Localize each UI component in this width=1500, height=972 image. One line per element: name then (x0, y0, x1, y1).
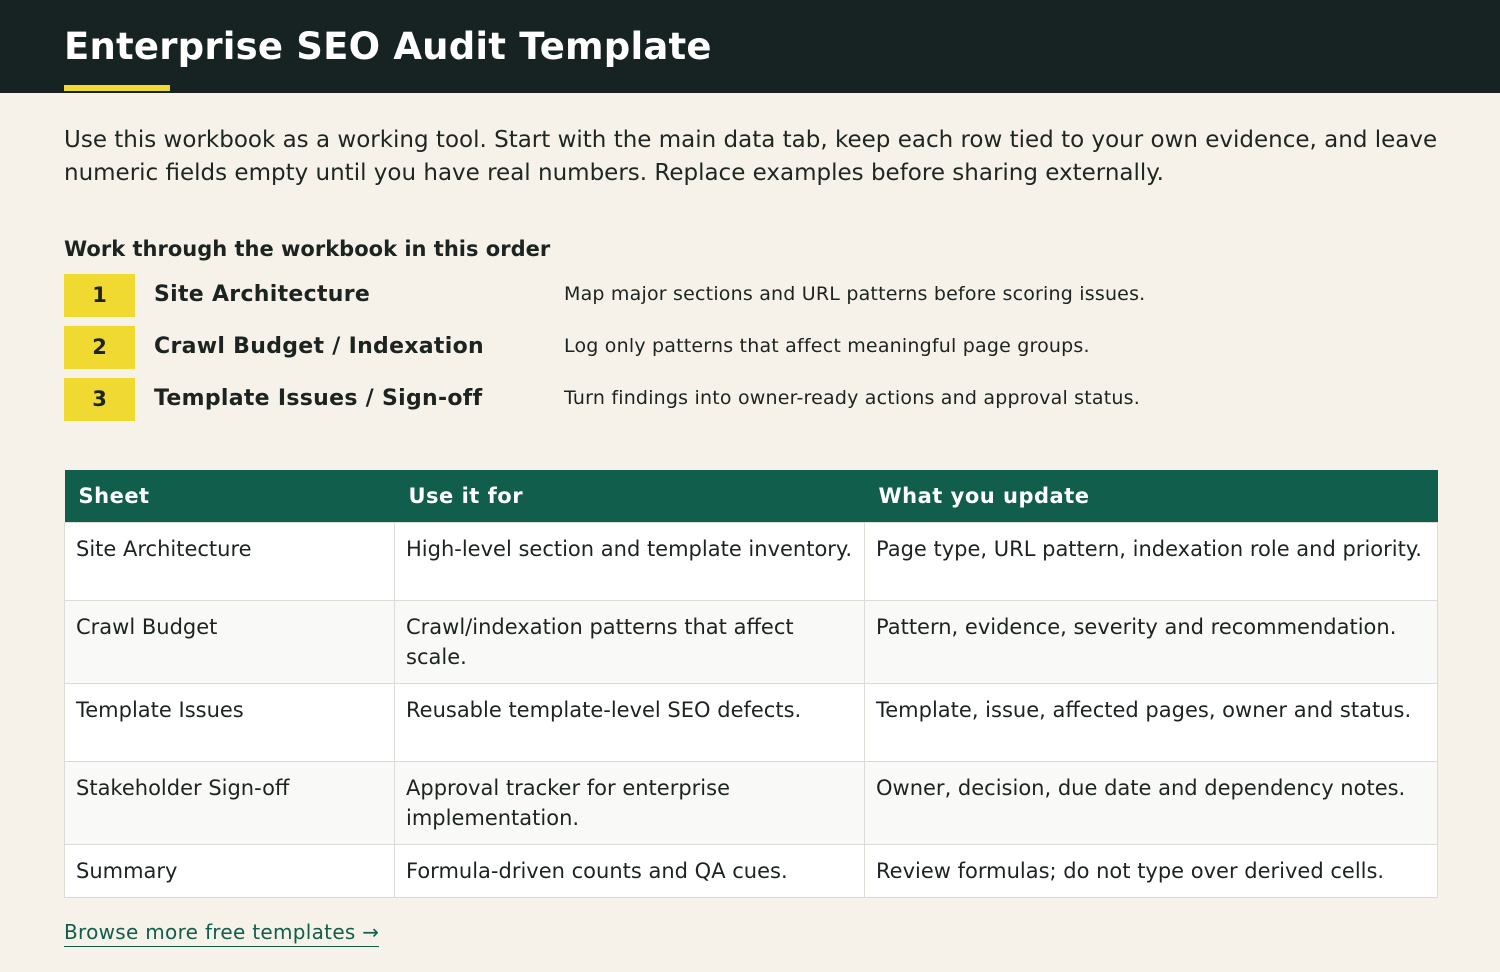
column-header-what-you-update: What you update (865, 470, 1438, 523)
sheet-name-cell: Crawl Budget (65, 601, 395, 684)
page-header (0, 0, 1500, 93)
use-it-for-cell: High-level section and template inventory. (395, 523, 865, 601)
step-item-2 (64, 326, 1444, 369)
steps-heading: Work through the workbook in this order (64, 237, 551, 261)
sheet-name-cell: Template Issues (65, 684, 395, 762)
what-you-update-cell: Owner, decision, due date and dependency notes. (865, 762, 1438, 845)
use-it-for-cell: Crawl/indexation patterns that affect scale. (395, 601, 865, 684)
browse-templates-link[interactable]: Browse more free templates → (64, 918, 379, 947)
table-header-row (65, 470, 1438, 523)
sheets-table (64, 470, 1438, 898)
intro-paragraph: Use this workbook as a working tool. Start with the main data tab, keep each row tied to your own evidence, and leave numeric fields empty until you have real numbers. Replace examples before sharing externally. (64, 127, 1438, 186)
step-name: Template Issues / Sign-off (154, 386, 483, 411)
sheet-name-cell: Site Architecture (65, 523, 395, 601)
use-it-for-cell: Approval tracker for enterprise implementation. (395, 762, 865, 845)
step-item-1 (64, 274, 1444, 317)
step-number-badge: 1 (64, 274, 135, 317)
step-name: Crawl Budget / Indexation (154, 334, 484, 359)
column-header-use-it-for: Use it for (395, 470, 865, 523)
step-name: Site Architecture (154, 282, 371, 307)
step-description: Map major sections and URL patterns before scoring issues. (564, 283, 1146, 305)
what-you-update-cell: Review formulas; do not type over derived cells. (865, 845, 1438, 898)
what-you-update-cell: Template, issue, affected pages, owner and status. (865, 684, 1438, 762)
page-title: Enterprise SEO Audit Template (64, 25, 712, 68)
column-header-sheet: Sheet (65, 470, 395, 523)
step-number-badge: 3 (64, 378, 135, 421)
use-it-for-cell: Reusable template-level SEO defects. (395, 684, 865, 762)
title-accent-bar (64, 85, 170, 91)
table-row (65, 601, 1438, 684)
step-description: Log only patterns that affect meaningful page groups. (564, 335, 1090, 357)
step-description: Turn findings into owner-ready actions and approval status. (564, 387, 1140, 409)
step-item-3 (64, 378, 1444, 421)
table-row (65, 684, 1438, 762)
what-you-update-cell: Pattern, evidence, severity and recommendation. (865, 601, 1438, 684)
table-row (65, 845, 1438, 898)
table-row (65, 762, 1438, 845)
sheet-name-cell: Summary (65, 845, 395, 898)
what-you-update-cell: Page type, URL pattern, indexation role and priority. (865, 523, 1438, 601)
step-number-badge: 2 (64, 326, 135, 369)
table-row (65, 523, 1438, 601)
use-it-for-cell: Formula-driven counts and QA cues. (395, 845, 865, 898)
sheet-name-cell: Stakeholder Sign-off (65, 762, 395, 845)
